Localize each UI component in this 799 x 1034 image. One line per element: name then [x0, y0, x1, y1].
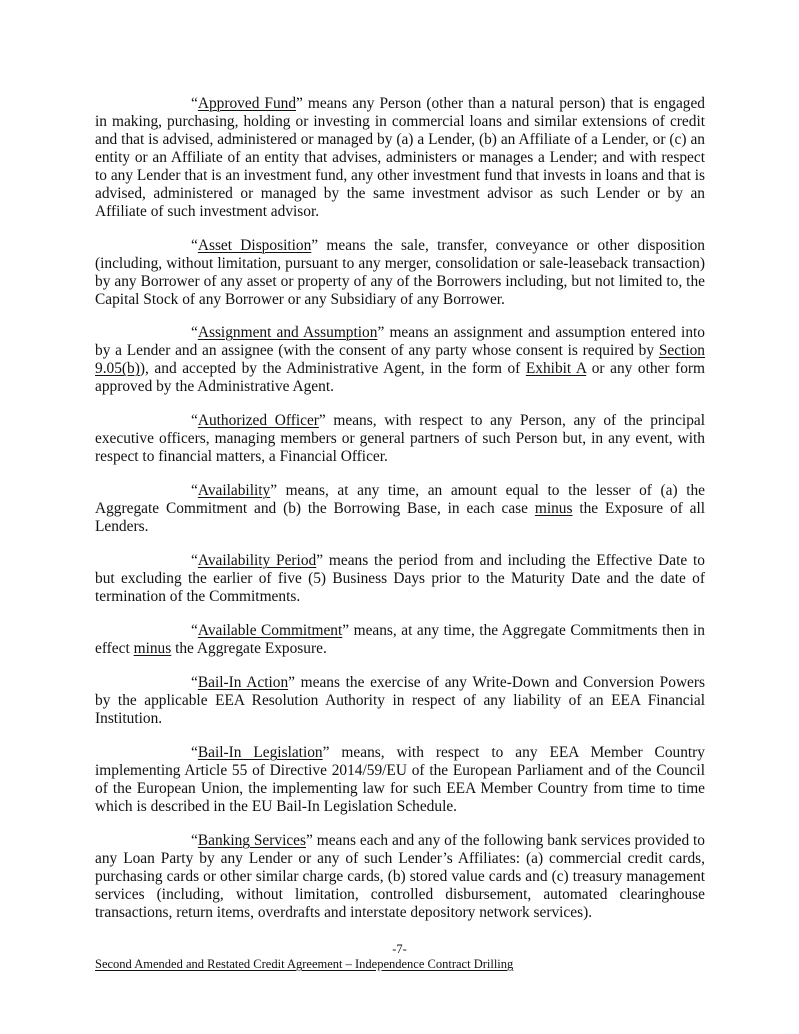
- exhibit-reference: Exhibit A: [525, 360, 587, 377]
- definition-availability-period: “Availability Period” means the period from and including the Effective Date to but excluding the earlier of five (5) Business Days prior to the Maturity Date and the date of termination of the Commitments.: [95, 552, 705, 605]
- definition-bail-in-legislation: “Bail-In Legislation” means, with respect to any EEA Member Country implementing Article 55 of Directive 2014/59/EU of the European Parliament and of the Council of the European Union, the implementing law for such EEA Member Country from time to time which is described in the EU Bail-In Legislation Schedule.: [95, 744, 705, 815]
- definition-assignment-and-assumption: “Assignment and Assumption” means an assignment and assumption entered into by a Lender and an assignee (with the consent of any party whose consent is required by Section 9.05(b)), and accepted by the Administrative Agent, in the form of Exhibit A or any other form approved by the Administrative Agent.: [95, 324, 706, 395]
- definitions-body: [95, 95, 705, 938]
- section-reference: Section 9.05(b): [95, 342, 705, 377]
- definition-available-commitment: “Available Commitment” means, at any time, the Aggregate Commitments then in effect minus the Aggregate Exposure.: [95, 622, 706, 657]
- defined-term: Banking Services: [197, 832, 307, 849]
- defined-term: Asset Disposition: [197, 237, 312, 254]
- defined-term: Bail-In Legislation: [197, 744, 323, 761]
- document-footer: Second Amended and Restated Credit Agreement – Independence Contract Drilling: [95, 957, 514, 971]
- emphasis-minus: minus: [534, 500, 573, 517]
- defined-term: Authorized Officer: [197, 412, 319, 429]
- defined-term: Approved Fund: [197, 95, 297, 112]
- defined-term: Assignment and Assumption: [197, 324, 378, 341]
- defined-term: Availability Period: [197, 552, 317, 569]
- page-number: -7-: [392, 942, 407, 956]
- definition-banking-services: “Banking Services” means each and any of the following bank services provided to any Loan Party by any Lender or any of such Lender’s Affiliates: (a) commercial credit cards, purchasing cards or other similar charge cards, (b) stored value cards and (c) treasury management services (including, without limitation, controlled disbursement, automated clearinghouse transactions, return items, overdrafts and interstate depository network services).: [95, 832, 706, 921]
- defined-term: Bail-In Action: [197, 674, 289, 691]
- definition-approved-fund: “Approved Fund” means any Person (other than a natural person) that is engaged in making, purchasing, holding or investing in commercial loans and similar extensions of credit and that is advised, administered or managed by (a) a Lender, (b) an Affiliate of a Lender, or (c) an entity or an Affiliate of an entity that advises, administers or manages a Lender; and with respect to any Lender that is an investment fund, any other investment fund that invests in loans and that is advised, administered or managed by the same investment advisor as such Lender or by an Affiliate of such investment advisor.: [95, 95, 705, 220]
- defined-term: Available Commitment: [197, 622, 343, 639]
- definition-availability: “Availability” means, at any time, an amount equal to the lesser of (a) the Aggregate Commitment and (b) the Borrowing Base, in each case minus the Exposure of all Lenders.: [95, 482, 705, 535]
- definition-asset-disposition: “Asset Disposition” means the sale, transfer, conveyance or other disposition (including, without limitation, pursuant to any merger, consolidation or sale-leaseback transaction) by any Borrower of any asset or property of any of the Borrowers including, but not limited to, the Capital Stock of any Borrower or any Subsidiary of any Borrower.: [95, 237, 706, 308]
- defined-term: Availability: [197, 482, 271, 499]
- definition-bail-in-action: “Bail-In Action” means the exercise of any Write-Down and Conversion Powers by the applicable EEA Resolution Authority in respect of any liability of an EEA Financial Institution.: [95, 674, 705, 727]
- definition-authorized-officer: “Authorized Officer” means, with respect to any Person, any of the principal executive officers, managing members or general partners of such Person but, in any event, with respect to financial matters, a Financial Officer.: [95, 412, 705, 465]
- emphasis-minus: minus: [133, 640, 172, 657]
